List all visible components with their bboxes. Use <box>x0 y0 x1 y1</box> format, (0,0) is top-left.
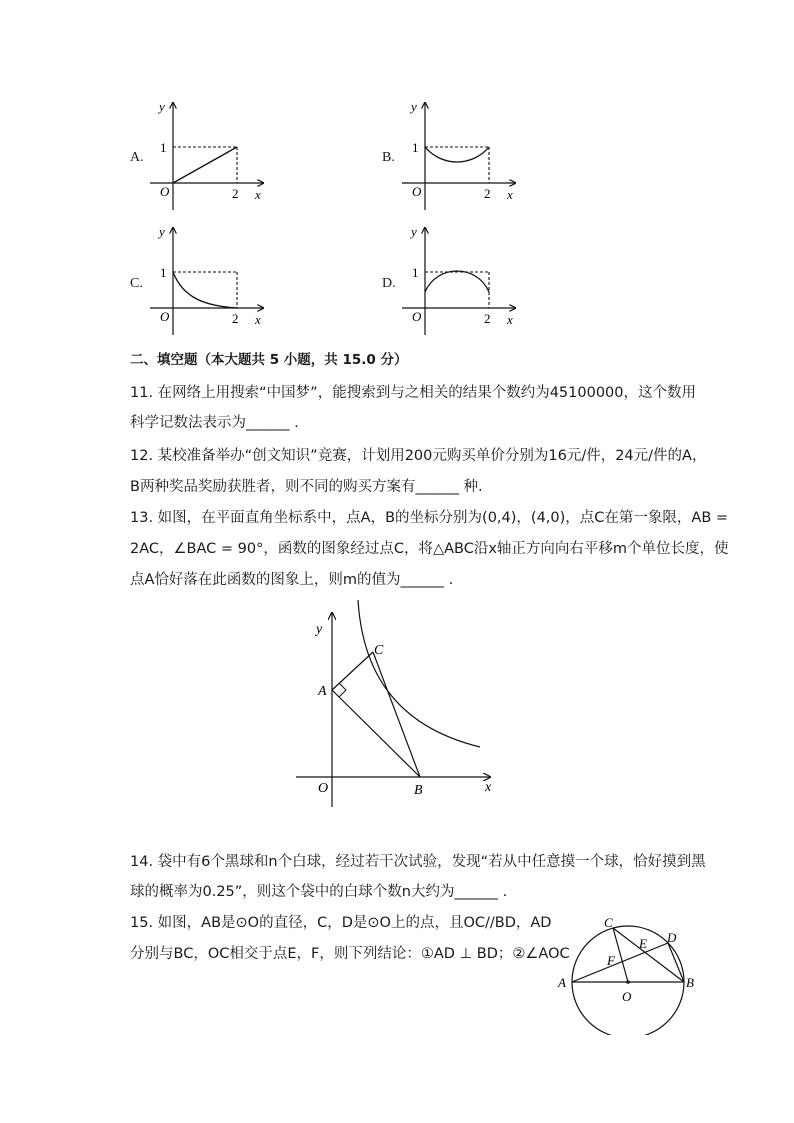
y-tick-label: 1 <box>412 265 419 280</box>
origin-label: O <box>160 309 170 324</box>
x-tick-label: 2 <box>484 311 491 326</box>
y-axis-label: y <box>159 224 165 239</box>
x-tick-label: 2 <box>232 186 239 201</box>
fig15-point-e: E <box>639 936 647 951</box>
curve-u-shape <box>425 147 489 162</box>
y-axis-label: y <box>411 224 417 239</box>
option-letter: A. <box>130 150 144 165</box>
center-dot <box>626 980 630 984</box>
curve-decay <box>173 272 237 308</box>
segment-ac <box>332 652 373 690</box>
option-a-graph <box>145 95 270 215</box>
y-tick-label: 1 <box>160 140 167 155</box>
q13-line-2: 2AC，∠BAC = 90°，函数的图象经过点C，将△ABC沿x轴正方向向右平移m个单位长度，使 <box>130 541 729 557</box>
y-axis-label: y <box>411 99 417 114</box>
x-tick-label: 2 <box>232 311 239 326</box>
fig15-point-c: C <box>604 915 613 930</box>
x-axis-label: x <box>255 187 261 202</box>
q12-line-2: B两种奖品奖励获胜者，则不同的购买方案有______ 种. <box>130 479 483 495</box>
option-c-graph <box>145 220 270 340</box>
option-b-graph <box>397 95 522 215</box>
hyperbola-curve <box>358 600 480 747</box>
x-axis-label: x <box>507 187 513 202</box>
x-axis-label: x <box>507 312 513 327</box>
q13-line-3: 点A恰好落在此函数的图象上，则m的值为______ . <box>130 572 454 588</box>
fig15-point-d: D <box>667 930 677 945</box>
y-tick-label: 1 <box>160 265 167 280</box>
curve-arch <box>425 271 489 292</box>
fig15-point-f: F <box>607 953 615 968</box>
y-tick-label: 1 <box>412 140 419 155</box>
figure-15 <box>555 910 705 1035</box>
q15-line-1: 15. 如图，AB是⊙O的直径，C，D是⊙O上的点，且OC//BD，AD <box>130 915 552 931</box>
segment-ab <box>332 690 420 777</box>
curve-linear <box>173 147 237 183</box>
origin-label: O <box>412 184 422 199</box>
fig15-point-a: A <box>558 975 566 990</box>
x-axis-label: x <box>255 312 261 327</box>
segment-cb <box>373 652 420 777</box>
fig13-point-c: C <box>374 643 384 658</box>
q13-line-1: 13. 如图，在平面直角坐标系中，点A，B的坐标分别为(0,4)，(4,0)，点C在第一象限，AB = <box>130 510 729 526</box>
fig13-point-a: A <box>318 684 327 699</box>
fig15-point-o: O <box>622 989 632 1004</box>
fig15-point-b: B <box>686 975 694 990</box>
right-angle-mark <box>339 683 346 697</box>
origin-label: O <box>412 309 422 324</box>
q15-line-2: 分别与BC，OC相交于点E，F，则下列结论：①AD ⊥ BD；②∠AOC <box>130 946 570 962</box>
option-letter: C. <box>130 276 143 291</box>
segment-oc <box>613 928 628 982</box>
fig13-origin-label: O <box>318 781 329 796</box>
x-tick-label: 2 <box>484 186 491 201</box>
fig13-x-label: x <box>485 780 492 795</box>
option-d-graph <box>397 220 522 340</box>
option-letter: B. <box>382 150 395 165</box>
option-letter: D. <box>382 276 396 291</box>
q12-line-1: 12. 某校准备举办“创文知识”竞赛，计划用200元购买单价分别为16元/件，24元/件的A， <box>130 448 707 464</box>
q11-line-1: 11. 在网络上用搜索“中国梦”，能搜索到与之相关的结果个数约为45100000，这个数用 <box>130 385 696 401</box>
origin-label: O <box>160 184 170 199</box>
fig13-point-b: B <box>414 783 423 798</box>
q14-line-2: 球的概率为0.25”，则这个袋中的白球个数n大约为______ . <box>130 884 508 900</box>
y-axis-label: y <box>159 99 165 114</box>
q14-line-1: 14. 袋中有6个黑球和n个白球，经过若干次试验，发现“若从中任意摸一个球，恰好摸到黑 <box>130 854 706 870</box>
fig13-y-label: y <box>316 622 323 637</box>
section-title: 二、填空题（本大题共 5 小题，共 15.0 分） <box>130 352 408 368</box>
segment-ad <box>572 943 668 982</box>
q11-line-2: 科学记数法表示为______ . <box>130 415 299 431</box>
figure-13 <box>290 595 510 810</box>
